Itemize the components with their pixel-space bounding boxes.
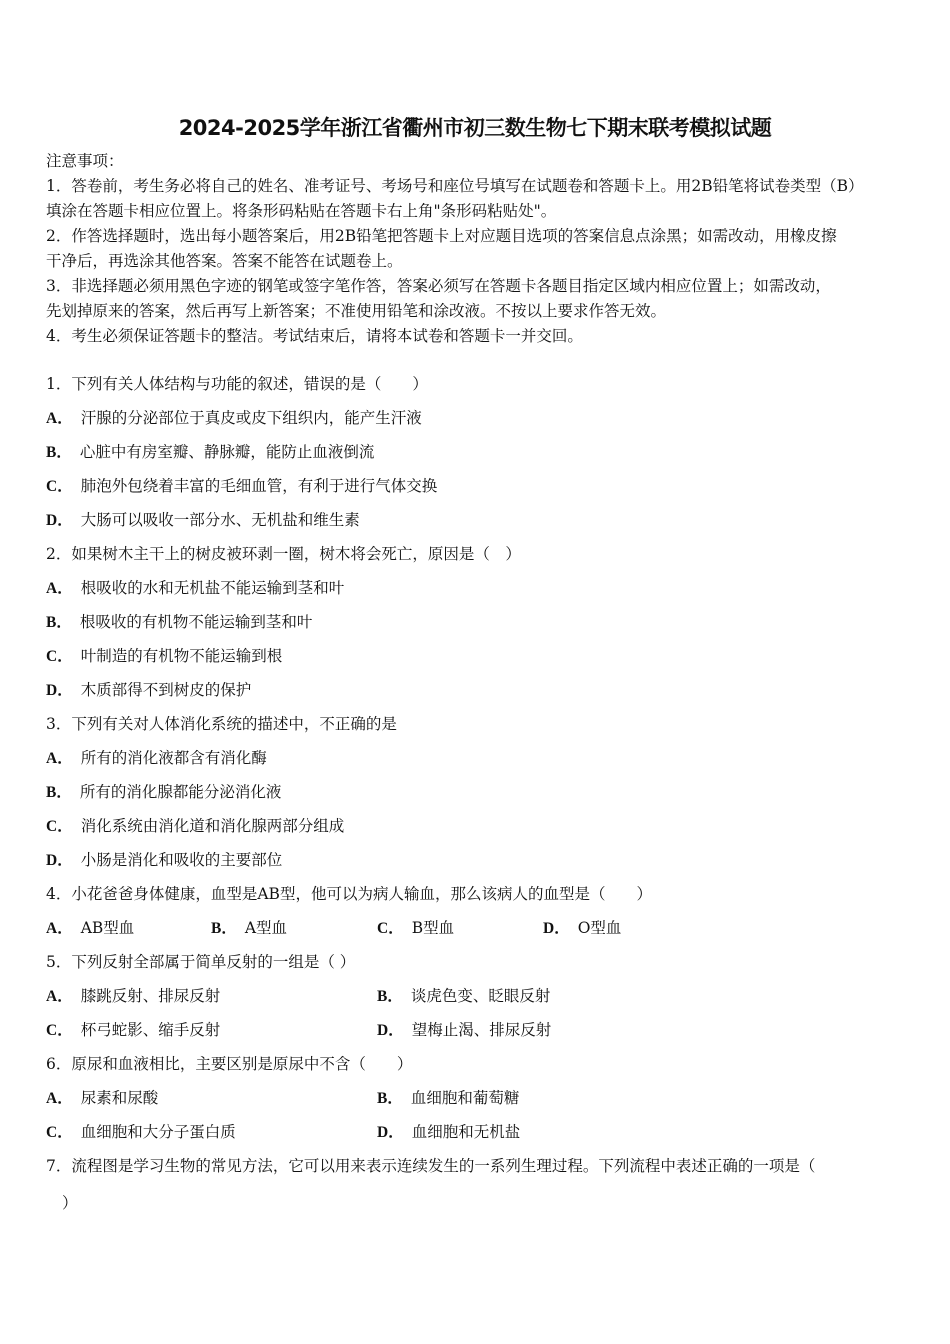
option-letter: C． xyxy=(46,478,73,495)
option-text: 大肠可以吸收一部分水、无机盐和维生素 xyxy=(80,511,360,529)
option-letter: A． xyxy=(46,580,73,597)
answer-option xyxy=(46,646,282,667)
option-letter: D． xyxy=(377,1022,404,1039)
answer-option xyxy=(46,510,360,531)
answer-option xyxy=(46,748,267,769)
option-text: 心脏中有房室瓣、静脉瓣，能防止血液倒流 xyxy=(79,443,375,461)
option-text: 木质部得不到树皮的保护 xyxy=(80,681,252,699)
answer-option xyxy=(46,918,134,939)
option-text: 尿素和尿酸 xyxy=(80,1089,159,1107)
option-text: 小肠是消化和吸收的主要部位 xyxy=(80,851,283,869)
option-letter: B． xyxy=(211,920,237,937)
option-letter: D． xyxy=(46,682,73,699)
notice-line: 干净后，再选涂其他答案。答案不能答在试题卷上。 xyxy=(46,252,403,270)
answer-option xyxy=(377,1020,551,1041)
question-stem: 6．原尿和血液相比，主要区别是原尿中不含（ ） xyxy=(46,1055,413,1073)
notice-line: 2．作答选择题时，选出每小题答案后，用2B铅笔把答题卡上对应题目选项的答案信息点涂黑；如需改动，用橡皮擦 xyxy=(46,227,837,245)
question-stem: 3．下列有关对人体消化系统的描述中，不正确的是 xyxy=(46,715,397,733)
answer-option xyxy=(377,1088,519,1109)
option-letter: C． xyxy=(377,920,404,937)
option-letter: B． xyxy=(377,988,403,1005)
option-text: 所有的消化腺都能分泌消化液 xyxy=(79,783,282,801)
option-text: 杯弓蛇影、缩手反射 xyxy=(80,1021,221,1039)
question-stem: 5．下列反射全部属于简单反射的一组是（ ） xyxy=(46,953,356,971)
option-text: O型血 xyxy=(577,919,622,937)
option-text: 消化系统由消化道和消化腺两部分组成 xyxy=(80,817,345,835)
option-text: 膝跳反射、排尿反射 xyxy=(80,987,221,1005)
notice-line: 4．考生必须保证答题卡的整洁。考试结束后，请将本试卷和答题卡一并交回。 xyxy=(46,327,583,345)
option-text: 望梅止渴、排尿反射 xyxy=(411,1021,552,1039)
answer-option xyxy=(46,816,344,837)
option-text: 所有的消化液都含有消化酶 xyxy=(80,749,267,767)
notice-line: 先划掉原来的答案，然后再写上新答案；不准使用铅笔和涂改液。不按以上要求作答无效。 xyxy=(46,302,667,320)
option-text: 根吸收的有机物不能运输到茎和叶 xyxy=(79,613,313,631)
option-text: 根吸收的水和无机盐不能运输到茎和叶 xyxy=(80,579,345,597)
answer-option xyxy=(46,442,374,463)
answer-option xyxy=(377,986,550,1007)
notice-line: 1．答卷前，考生务必将自己的姓名、准考证号、考场号和座位号填写在试题卷和答题卡上。用2B铅笔将试卷类型（B） xyxy=(46,177,864,195)
option-letter: D． xyxy=(543,920,570,937)
option-letter: C． xyxy=(46,648,73,665)
notice-heading: 注意事项： xyxy=(46,152,124,170)
answer-option xyxy=(46,782,281,803)
option-text: 谈虎色变、眨眼反射 xyxy=(410,987,551,1005)
option-letter: A． xyxy=(46,410,73,427)
option-letter: A． xyxy=(46,988,73,1005)
option-text: AB型血 xyxy=(80,919,135,937)
notice-line: 3．非选择题必须用黑色字迹的钢笔或签字笔作答，答案必须写在答题卡各题目指定区域内相应位置上；如需改动， xyxy=(46,277,831,295)
option-letter: A． xyxy=(46,1090,73,1107)
option-text: 肺泡外包绕着丰富的毛细血管，有利于进行气体交换 xyxy=(80,477,438,495)
answer-option xyxy=(46,986,220,1007)
option-letter: D． xyxy=(46,852,73,869)
option-text: 血细胞和无机盐 xyxy=(411,1123,521,1141)
option-letter: B． xyxy=(46,784,72,801)
option-letter: A． xyxy=(46,750,73,767)
answer-option xyxy=(377,1122,520,1143)
question-stem: 2．如果树木主干上的树皮被环剥一圈，树木将会死亡，原因是（ ） xyxy=(46,545,521,563)
answer-option xyxy=(543,918,621,939)
answer-option xyxy=(46,1020,220,1041)
question-stem: 4．小花爸爸身体健康，血型是AB型，他可以为病人输血，那么该病人的血型是（ ） xyxy=(46,885,652,903)
option-letter: D． xyxy=(46,512,73,529)
option-letter: B． xyxy=(46,444,72,461)
answer-option xyxy=(46,612,312,633)
option-letter: C． xyxy=(46,1022,73,1039)
option-text: 叶制造的有机物不能运输到根 xyxy=(80,647,283,665)
question-stem: 1．下列有关人体结构与功能的叙述，错误的是（ ） xyxy=(46,375,428,393)
option-text: 血细胞和大分子蛋白质 xyxy=(80,1123,236,1141)
answer-option xyxy=(211,918,287,939)
notice-line: 填涂在答题卡相应位置上。将条形码粘贴在答题卡右上角"条形码粘贴处"。 xyxy=(46,202,557,220)
answer-option xyxy=(46,408,422,429)
option-letter: B． xyxy=(377,1090,403,1107)
answer-option xyxy=(46,578,344,599)
answer-option xyxy=(46,680,251,701)
question-stem: 7．流程图是学习生物的常见方法，它可以用来表示连续发生的一系列生理过程。下列流程中表述正确的一项是（ xyxy=(46,1157,816,1175)
option-letter: A． xyxy=(46,920,73,937)
option-text: A型血 xyxy=(244,919,288,937)
page-title: 2024-2025学年浙江省衢州市初三数生物七下期末联考模拟试题 xyxy=(178,116,772,140)
answer-option xyxy=(377,918,454,939)
option-letter: C． xyxy=(46,1124,73,1141)
question-stem-continued: ） xyxy=(62,1194,78,1212)
option-text: 血细胞和葡萄糖 xyxy=(410,1089,520,1107)
option-letter: C． xyxy=(46,818,73,835)
answer-option xyxy=(46,1122,236,1143)
answer-option xyxy=(46,476,437,497)
option-text: 汗腺的分泌部位于真皮或皮下组织内，能产生汗液 xyxy=(80,409,422,427)
option-letter: D． xyxy=(377,1124,404,1141)
answer-option xyxy=(46,850,282,871)
option-letter: B． xyxy=(46,614,72,631)
answer-option xyxy=(46,1088,158,1109)
option-text: B型血 xyxy=(411,919,455,937)
